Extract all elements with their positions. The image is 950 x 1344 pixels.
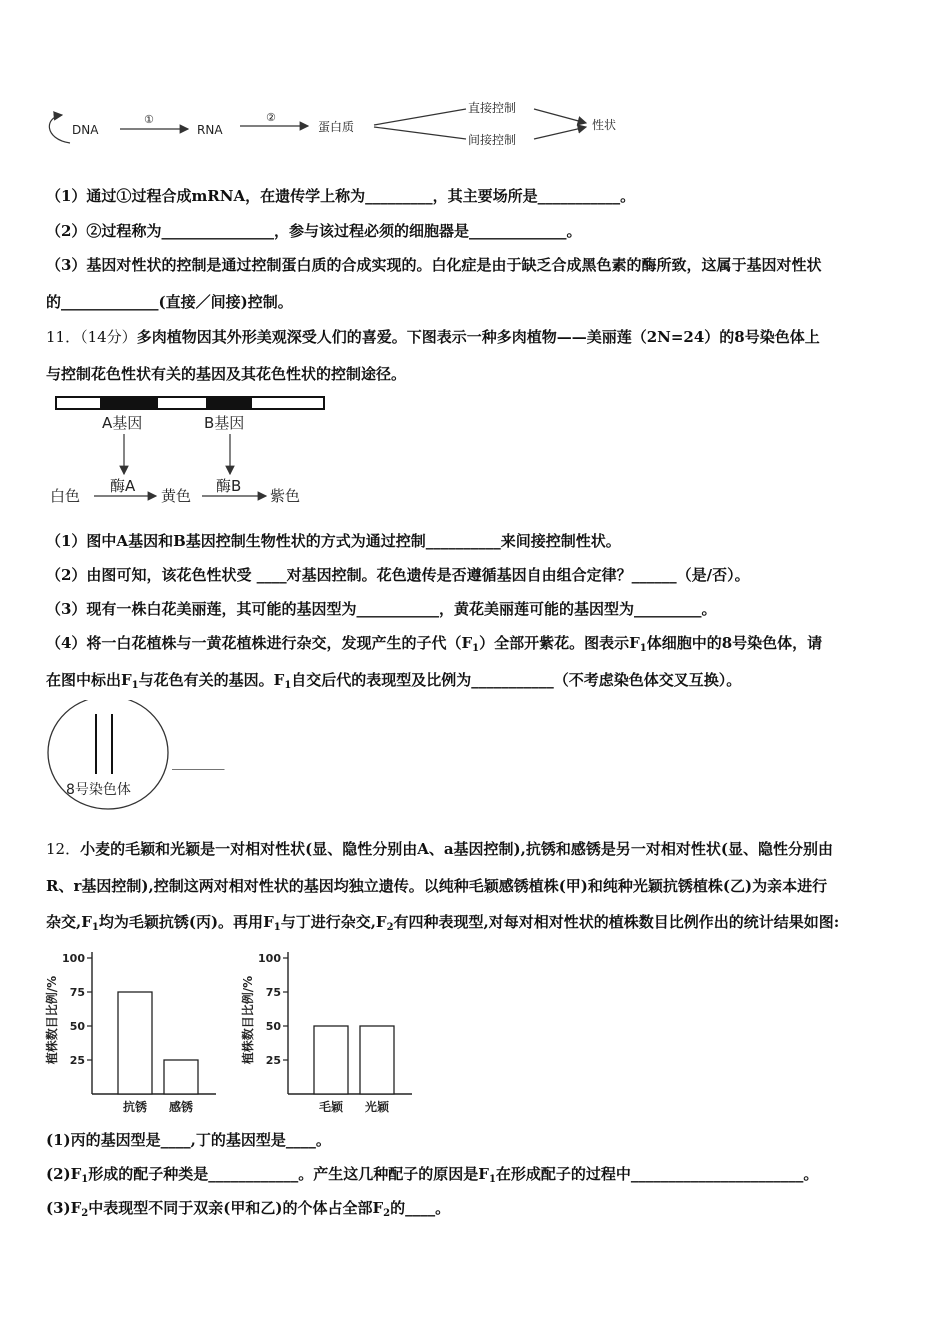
flower-color-pathway-diagram	[44, 392, 344, 512]
rust-resistance-chart	[44, 944, 234, 1124]
indirect-path-left	[374, 127, 466, 139]
q11-score: （14分）	[80, 328, 137, 346]
y-tick-label: 75	[69, 986, 85, 999]
q12-number: 12．	[46, 840, 81, 858]
indirect-control-label: 间接控制	[468, 133, 517, 147]
q12-intro-line3: 杂交$,F_1$均为毛颖抗锈(丙)。再用$F_1$与丁进行杂交$,F_2$有四种表现型,对每对相对性状的植株数目比例作出的统计结果如图:	[46, 913, 840, 933]
y-tick-label: 25	[265, 1054, 281, 1067]
yellow-color-label: 黄色	[161, 487, 192, 505]
y-axis-label: 植株数目比例/%	[45, 975, 59, 1065]
y-tick-label: 50	[265, 1020, 281, 1033]
bar-2	[360, 1026, 394, 1094]
gene-a-label: A基因	[102, 414, 143, 432]
q11-part1: （1）图中A基因和B基因控制生物性状的方式为通过控制__________来间接控制性状。	[46, 532, 621, 550]
q10-part2: （2）②过程称为_______________，参与该过程必须的细胞器是_____________。	[46, 222, 582, 240]
gene-expression-diagram	[40, 95, 660, 155]
q11-part2: （2）由图可知，该花色性状受 ____对基因控制。花色遗传是否遵循基因自由组合定律？______（是/否）。	[46, 566, 750, 584]
enzyme-b-label: 酶B	[216, 477, 242, 495]
y-tick-label: 100	[62, 952, 85, 965]
dna-label: DNA	[72, 123, 99, 137]
enzyme-a-label: 酶A	[110, 477, 136, 495]
q12-part3: $(3)F_2$中表现型不同于双亲(甲和乙)的个体占全部$F_2$的____。	[46, 1199, 451, 1219]
category-label: 感锈	[168, 1100, 194, 1114]
purple-color-label: 紫色	[270, 487, 301, 505]
q10-part3-line2: 的_____________(直接／间接)控制。	[46, 293, 293, 311]
category-label: 光颖	[364, 1100, 390, 1114]
white-color-label: 白色	[50, 487, 81, 505]
q12-intro-text: 小麦的毛颖和光颖是一对相对性状(显、隐性分别由A、a基因控制),抗锈和感锈是另一对相对性状(显、隐性分别由	[80, 840, 833, 858]
bar-1	[314, 1026, 348, 1094]
q11-intro-line1	[46, 327, 916, 347]
step1-label: ①	[144, 113, 154, 126]
category-label: 抗锈	[122, 1100, 148, 1114]
category-label: 毛颖	[318, 1100, 344, 1114]
trait-label: 性状	[592, 118, 617, 132]
y-tick-label: 75	[265, 986, 281, 999]
self-replication-arrow	[49, 115, 70, 143]
direct-path-right	[534, 109, 586, 123]
y-tick-label: 25	[69, 1054, 85, 1067]
q10-part1: （1）通过①过程合成mRNA，在遗传学上称为_________，其主要场所是___________。	[46, 187, 636, 205]
gene-b-label: B基因	[204, 414, 245, 432]
y-tick-label: 50	[69, 1020, 85, 1033]
direct-control-label: 直接控制	[468, 101, 517, 115]
q11-part4-line2: 在图中标出$F_1$与花色有关的基因。$F_1$自交后代的表现型及比例为___________（不考虑染色体交叉互换）。	[46, 671, 742, 691]
chromosome-bar	[56, 397, 324, 409]
q11-number: 11．	[46, 328, 81, 346]
q11-intro-line2: 与控制花色性状有关的基因及其花色性状的控制途径。	[46, 365, 407, 383]
q12-intro-line2: R、r基因控制),控制这两对相对性状的基因均独立遗传。以纯种毛颖感锈植株(甲)和纯种光颖抗锈植株(乙)为亲本进行	[46, 877, 828, 895]
y-tick-label: 100	[258, 952, 281, 965]
q11-part3: （3）现有一株白花美丽莲，其可能的基因型为___________，黄花美丽莲可能的基因型为_________。	[46, 600, 717, 618]
q11-intro-text: 多肉植物因其外形美观深受人们的喜爱。下图表示一种多肉植物——美丽莲（2N=24）的8号染色体上	[136, 328, 820, 346]
bar-1	[118, 992, 152, 1094]
step2-label: ②	[266, 111, 276, 124]
q12-part2: $(2)F_1$形成的配子种类是____________。产生这几种配子的原因是$F_1$在形成配子的过程中_______________________。	[46, 1165, 819, 1185]
q12-intro-line1	[46, 839, 916, 859]
q11-part4-line1: （4）将一白花植株与一黄花植株进行杂交，发现产生的子代$(F_1)$全部开紫花。图表示$F_1$体细胞中的8号染色体，请	[46, 634, 823, 654]
indirect-path-right	[534, 127, 586, 139]
q10-part3-line1: （3）基因对性状的控制是通过控制蛋白质的合成实现的。白化症是由于缺乏合成黑色素的酶所致，这属于基因对性状	[46, 256, 822, 274]
cell-answer-blank: _______	[172, 752, 225, 770]
direct-path-left	[374, 109, 466, 125]
bar-2	[164, 1060, 198, 1094]
y-axis-label: 植株数目比例/%	[241, 975, 255, 1065]
rna-label: RNA	[197, 123, 223, 137]
glume-hair-chart	[240, 944, 430, 1124]
chromosome-8-label: 8号染色体	[66, 782, 131, 798]
protein-label: 蛋白质	[318, 120, 355, 134]
gene-a-locus	[100, 397, 158, 409]
q12-part1: (1)丙的基因型是____,丁的基因型是____。	[46, 1131, 331, 1149]
gene-b-locus	[206, 397, 252, 409]
cell-chromosome-diagram	[44, 700, 184, 815]
